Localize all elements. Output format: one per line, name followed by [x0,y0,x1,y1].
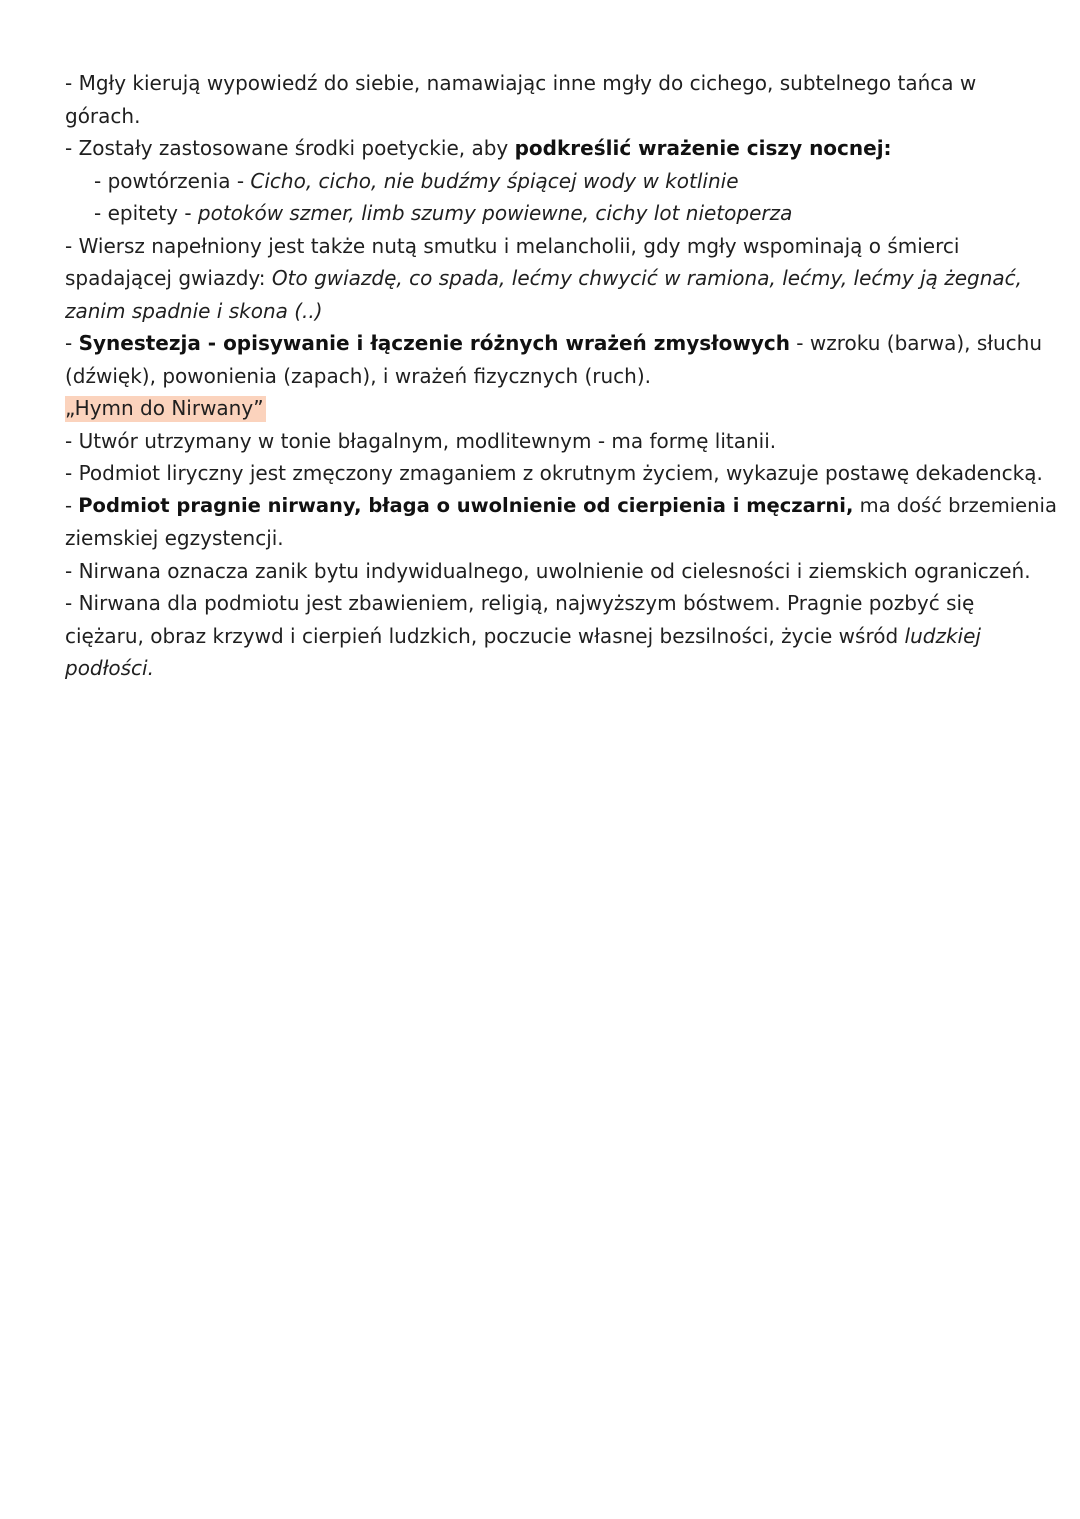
paragraph-line [65,262,1025,295]
document-body [65,67,1057,685]
paragraph-line [65,132,1025,165]
text-run: - Utwór utrzymany w tonie błagalnym, modlitewnym - ma formę litanii. [65,428,777,453]
text-run: - Wiersz napełniony jest także nutą smutku i melancholii, gdy mgły wspominają o śmierci [65,233,960,258]
italic-quote: zanim spadnie i skona (..) [65,298,323,323]
italic-quote: ludzkiej [904,623,981,648]
text-run: - Nirwana dla podmiotu jest zbawieniem, religią, najwyższym bóstwem. Pragnie pozbyć się [65,591,975,615]
paragraph-line [65,360,1025,393]
text-run: - epitety - [94,201,198,225]
text-run: - powtórzenia - [94,168,251,193]
paragraph-line [65,587,1025,620]
bold-text: podkreślić wrażenie ciszy nocnej: [514,136,892,160]
text-run: spadającej gwiazdy: [65,266,272,290]
paragraph-line [65,100,1025,133]
paragraph-line [65,457,1043,490]
text-run: (dźwięk), powonienia (zapach), i wrażeń fizycznych (ruch). [65,363,652,388]
paragraph-line [65,327,1042,360]
italic-quote: Oto gwiazdę, co spada, lećmy chwycić w ramiona, lećmy, lećmy ją żegnać, [271,266,1023,290]
paragraph-line [65,652,1025,685]
highlighted-title: „Hymn do Nirwany” [65,396,264,420]
paragraph-line [65,295,1025,328]
paragraph-line [65,425,1025,458]
paragraph-line [65,522,1025,555]
paragraph-line [65,230,1025,263]
text-run: - [65,493,79,517]
list-item-epithets [65,197,1025,230]
paragraph-line [65,555,1031,588]
text-run: ma dość brzemienia [853,493,1057,517]
text-run: - Nirwana oznacza zanik bytu indywidualnego, uwolnienie od cielesności i ziemskich ograniczeń. [65,558,1031,583]
text-run: - [65,331,79,355]
bold-text: Synestezja - opisywanie i łączenie różnych wrażeń zmysłowych [78,331,790,355]
list-item-repetitions [65,165,1025,198]
paragraph-line [65,490,1057,523]
bold-text: Podmiot pragnie nirwany, błaga o uwolnienie od cierpienia i męczarni, [78,493,854,517]
text-run: - wzroku (barwa), słuchu [789,331,1042,355]
section-heading [65,392,1025,425]
text-run: - Podmiot liryczny jest zmęczony zmaganiem z okrutnym życiem, wykazuje postawę dekadencką. [65,461,1043,485]
text-run: - Mgły kierują wypowiedź do siebie, namawiając inne mgły do cichego, subtelnego tańca w [65,71,977,95]
italic-quote: Cicho, cicho, nie budźmy śpiącej wody w kotlinie [250,168,739,193]
italic-quote: podłości. [65,656,154,680]
italic-quote: potoków szmer, limb szumy powiewne, cichy lot nietoperza [197,201,793,225]
text-run: ziemskiej egzystencji. [65,526,284,550]
paragraph-line [65,67,1025,100]
text-run: górach. [65,103,141,128]
paragraph-line [65,620,1025,653]
text-run: - Zostały zastosowane środki poetyckie, aby [65,136,515,160]
text-run: ciężaru, obraz krzywd i cierpień ludzkich, poczucie własnej bezsilności, życie wśród [65,623,905,648]
